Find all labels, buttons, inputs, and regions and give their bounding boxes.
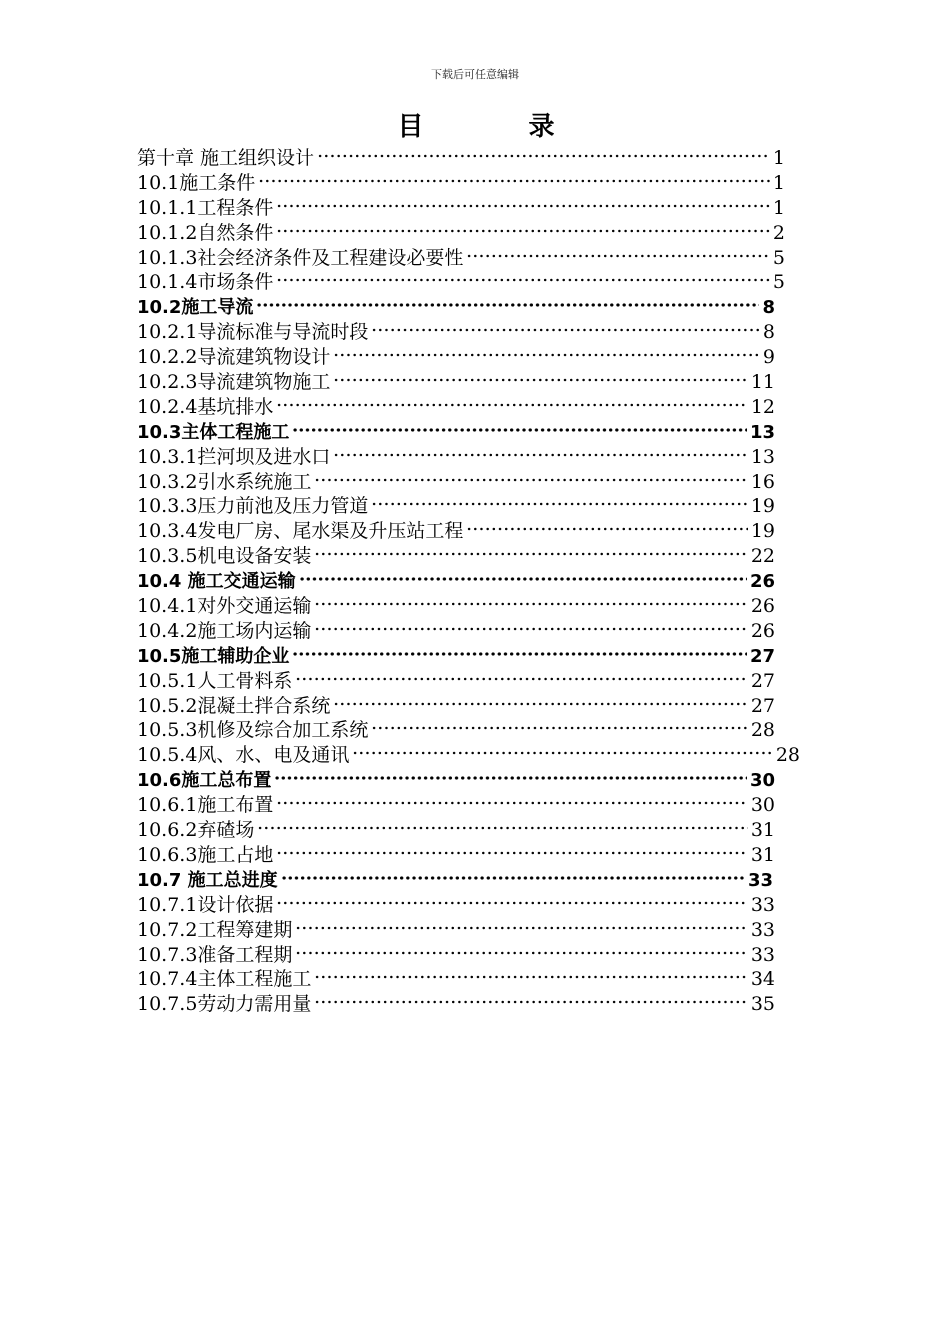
toc-entry-page-number: 19 bbox=[750, 520, 775, 543]
toc-entry-page-number: 1 bbox=[772, 147, 785, 169]
toc-entry[interactable] bbox=[137, 295, 775, 320]
toc-entry-page-number: 5 bbox=[772, 271, 785, 294]
toc-entry[interactable] bbox=[137, 146, 785, 171]
toc-entry-title: 10.1.2自然条件 bbox=[137, 221, 274, 244]
toc-entry-title: 10.1施工条件 bbox=[137, 171, 256, 194]
toc-entry-page-number: 13 bbox=[750, 445, 775, 468]
toc-entry[interactable] bbox=[137, 694, 775, 719]
toc-entry-page-number: 11 bbox=[750, 371, 775, 394]
toc-entry[interactable] bbox=[137, 718, 775, 743]
toc-entry-title: 10.7.2工程筹建期 bbox=[137, 918, 293, 941]
dot-leader bbox=[276, 844, 747, 862]
dot-leader bbox=[276, 396, 747, 414]
dot-leader bbox=[371, 719, 747, 737]
toc-entry-title: 10.2.4基坑排水 bbox=[137, 395, 274, 418]
toc-entry[interactable] bbox=[137, 494, 775, 519]
toc-entry-page-number: 33 bbox=[750, 943, 775, 966]
dot-leader bbox=[299, 570, 747, 588]
table-of-contents bbox=[137, 146, 802, 1017]
toc-entry[interactable] bbox=[137, 743, 800, 768]
toc-entry-page-number: 34 bbox=[750, 968, 775, 991]
toc-entry-page-number: 33 bbox=[747, 869, 773, 891]
toc-entry[interactable] bbox=[137, 544, 775, 569]
dot-leader bbox=[333, 695, 747, 713]
toc-entry[interactable] bbox=[137, 818, 775, 843]
toc-entry-page-number: 26 bbox=[750, 619, 775, 642]
toc-entry[interactable] bbox=[137, 768, 775, 793]
toc-entry-page-number: 5 bbox=[772, 246, 785, 269]
toc-entry[interactable] bbox=[137, 918, 775, 943]
dot-leader bbox=[352, 744, 772, 762]
dot-leader bbox=[295, 919, 747, 937]
toc-entry-page-number: 33 bbox=[750, 893, 775, 916]
toc-entry[interactable] bbox=[137, 943, 775, 968]
toc-entry-title: 10.6.1施工布置 bbox=[137, 794, 274, 817]
toc-entry[interactable] bbox=[137, 345, 775, 370]
toc-entry-page-number: 13 bbox=[749, 421, 775, 443]
toc-entry[interactable] bbox=[137, 669, 775, 694]
toc-entry[interactable] bbox=[137, 196, 785, 221]
toc-entry-title: 10.3.3压力前池及压力管道 bbox=[137, 495, 369, 518]
toc-entry-page-number: 30 bbox=[749, 770, 775, 792]
toc-entry-title: 10.3.5机电设备安装 bbox=[137, 545, 312, 568]
dot-leader bbox=[466, 520, 747, 538]
dot-leader bbox=[314, 595, 747, 613]
toc-entry-page-number: 8 bbox=[762, 321, 775, 344]
toc-entry-title: 10.5.4风、水、电及通讯 bbox=[137, 744, 350, 767]
toc-entry[interactable] bbox=[137, 793, 775, 818]
toc-entry-page-number: 1 bbox=[772, 171, 785, 194]
dot-leader bbox=[292, 421, 747, 439]
dot-leader bbox=[314, 968, 747, 986]
dot-leader bbox=[276, 271, 769, 289]
toc-entry-title: 10.2施工导流 bbox=[137, 297, 254, 319]
toc-entry-page-number: 33 bbox=[750, 918, 775, 941]
toc-entry-page-number: 12 bbox=[750, 395, 775, 418]
dot-leader bbox=[276, 894, 747, 912]
toc-entry[interactable] bbox=[137, 221, 785, 246]
toc-entry[interactable] bbox=[137, 420, 775, 445]
dot-leader bbox=[276, 197, 769, 215]
toc-entry-page-number: 27 bbox=[750, 694, 775, 717]
dot-leader bbox=[466, 247, 769, 265]
dot-leader bbox=[295, 670, 747, 688]
toc-entry-title: 10.3.4发电厂房、尾水渠及升压站工程 bbox=[137, 520, 464, 543]
toc-entry[interactable] bbox=[137, 246, 785, 271]
toc-entry-page-number: 22 bbox=[750, 545, 775, 568]
dot-leader bbox=[258, 172, 770, 190]
toc-entry[interactable] bbox=[137, 171, 785, 196]
dot-leader bbox=[314, 620, 747, 638]
toc-entry[interactable] bbox=[137, 594, 775, 619]
page-title: 目 录 bbox=[397, 112, 603, 142]
toc-entry[interactable] bbox=[137, 470, 775, 495]
toc-entry[interactable] bbox=[137, 395, 775, 420]
toc-entry[interactable] bbox=[137, 644, 775, 669]
toc-entry-page-number: 26 bbox=[750, 595, 775, 618]
dot-leader bbox=[274, 769, 747, 787]
toc-entry-page-number: 16 bbox=[750, 470, 775, 493]
toc-entry[interactable] bbox=[137, 320, 775, 345]
toc-entry-title: 10.2.3导流建筑物施工 bbox=[137, 371, 331, 394]
dot-leader bbox=[295, 944, 747, 962]
toc-entry[interactable] bbox=[137, 868, 773, 893]
dot-leader bbox=[371, 321, 759, 339]
toc-entry[interactable] bbox=[137, 370, 775, 395]
toc-entry-title: 10.7.5劳动力需用量 bbox=[137, 993, 312, 1016]
dot-leader bbox=[333, 446, 747, 464]
toc-entry-title: 第十章 施工组织设计 bbox=[137, 147, 315, 169]
dot-leader bbox=[257, 819, 747, 837]
dot-leader bbox=[333, 371, 747, 389]
toc-entry[interactable] bbox=[137, 270, 785, 295]
toc-entry-title: 10.1.3社会经济条件及工程建设必要性 bbox=[137, 246, 464, 269]
dot-leader bbox=[256, 296, 759, 314]
toc-entry-page-number: 35 bbox=[750, 993, 775, 1016]
dot-leader bbox=[317, 147, 770, 165]
toc-entry-title: 10.1.4市场条件 bbox=[137, 271, 274, 294]
toc-entry-title: 10.4.1对外交通运输 bbox=[137, 595, 312, 618]
toc-entry-title: 10.3.1拦河坝及进水口 bbox=[137, 445, 331, 468]
toc-entry-page-number: 2 bbox=[772, 221, 785, 244]
toc-entry-title: 10.2.2导流建筑物设计 bbox=[137, 346, 331, 369]
toc-entry-page-number: 31 bbox=[750, 843, 775, 866]
toc-entry[interactable] bbox=[137, 519, 775, 544]
toc-entry-page-number: 27 bbox=[749, 645, 775, 667]
toc-entry[interactable] bbox=[137, 445, 775, 470]
toc-entry[interactable] bbox=[137, 843, 775, 868]
toc-entry-title: 10.4 施工交通运输 bbox=[137, 571, 296, 593]
toc-entry-page-number: 28 bbox=[775, 744, 800, 767]
toc-entry-page-number: 31 bbox=[750, 819, 775, 842]
dot-leader bbox=[371, 495, 747, 513]
toc-entry-title: 10.1.1工程条件 bbox=[137, 196, 274, 219]
toc-entry-title: 10.2.1导流标准与导流时段 bbox=[137, 321, 369, 344]
toc-entry-page-number: 9 bbox=[762, 346, 775, 369]
toc-entry-title: 10.7 施工总进度 bbox=[137, 869, 278, 891]
toc-entry-title: 10.6施工总布置 bbox=[137, 770, 272, 792]
toc-entry-title: 10.3.2引水系统施工 bbox=[137, 470, 312, 493]
toc-entry-title: 10.6.3施工占地 bbox=[137, 843, 274, 866]
toc-entry-title: 10.4.2施工场内运输 bbox=[137, 619, 312, 642]
download-note: 下载后可任意编辑 bbox=[431, 68, 519, 81]
toc-entry[interactable] bbox=[137, 893, 775, 918]
toc-entry-title: 10.3主体工程施工 bbox=[137, 421, 290, 443]
toc-entry-title: 10.7.1设计依据 bbox=[137, 893, 274, 916]
toc-entry-page-number: 26 bbox=[749, 571, 775, 593]
toc-entry-title: 10.5.2混凝土拌合系统 bbox=[137, 694, 331, 717]
toc-entry-title: 10.7.3准备工程期 bbox=[137, 943, 293, 966]
dot-leader bbox=[276, 794, 747, 812]
toc-entry[interactable] bbox=[137, 967, 775, 992]
toc-entry-page-number: 8 bbox=[762, 297, 775, 319]
dot-leader bbox=[333, 346, 759, 364]
toc-entry-page-number: 28 bbox=[750, 719, 775, 742]
dot-leader bbox=[314, 993, 747, 1011]
toc-entry-page-number: 19 bbox=[750, 495, 775, 518]
toc-entry-page-number: 27 bbox=[750, 669, 775, 692]
dot-leader bbox=[314, 471, 747, 489]
toc-entry-title: 10.5.1人工骨料系 bbox=[137, 669, 293, 692]
toc-entry-title: 10.6.2弃碴场 bbox=[137, 819, 255, 842]
dot-leader bbox=[276, 222, 769, 240]
toc-entry[interactable] bbox=[137, 992, 775, 1017]
toc-entry-page-number: 1 bbox=[772, 196, 785, 219]
toc-entry[interactable] bbox=[137, 569, 775, 594]
dot-leader bbox=[281, 869, 745, 887]
toc-entry-page-number: 30 bbox=[750, 794, 775, 817]
toc-entry-title: 10.5.3机修及综合加工系统 bbox=[137, 719, 369, 742]
toc-entry[interactable] bbox=[137, 619, 775, 644]
toc-entry-title: 10.5施工辅助企业 bbox=[137, 645, 290, 667]
toc-entry-title: 10.7.4主体工程施工 bbox=[137, 968, 312, 991]
dot-leader bbox=[314, 545, 747, 563]
dot-leader bbox=[292, 645, 747, 663]
